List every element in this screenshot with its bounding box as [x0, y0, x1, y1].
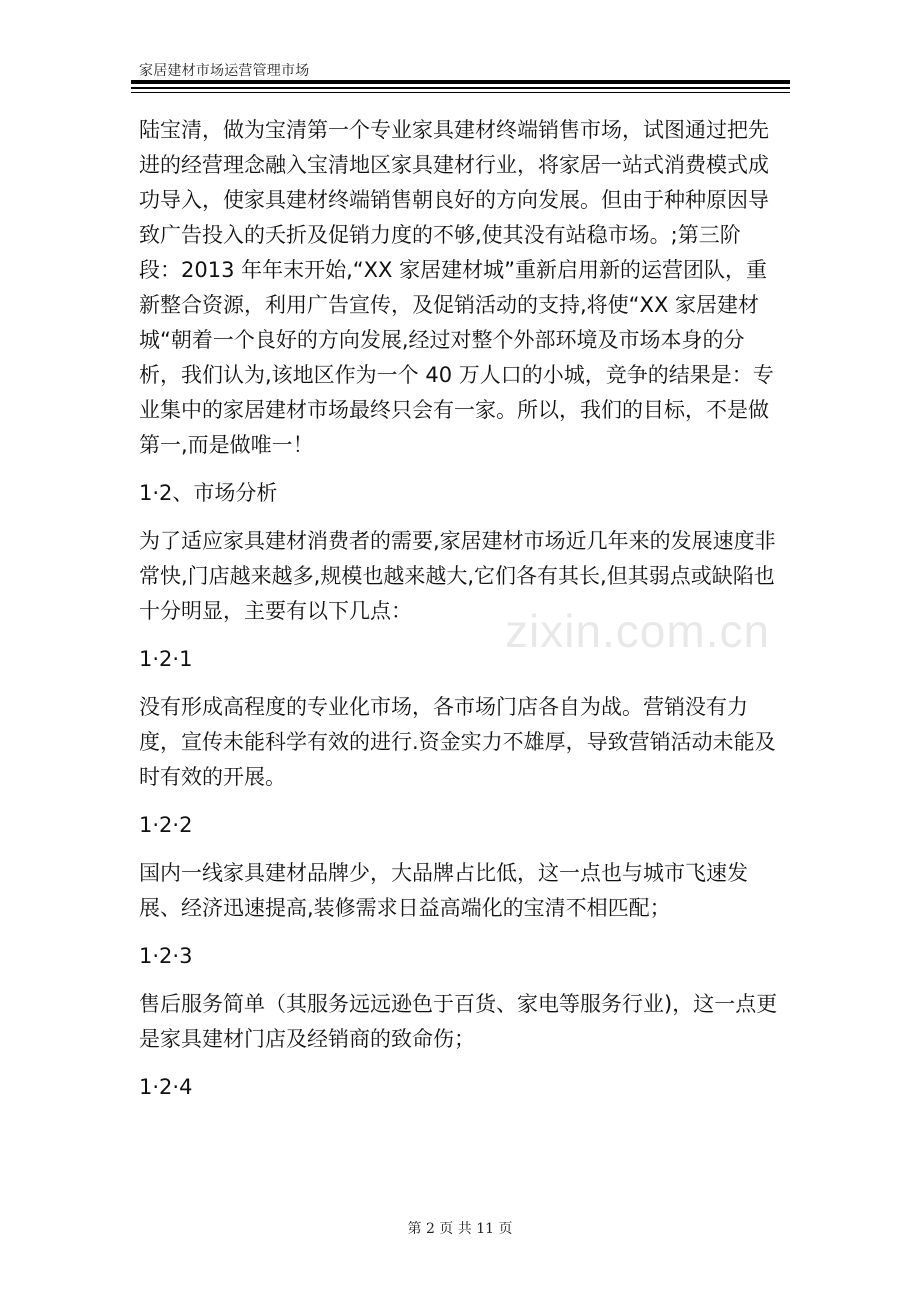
subsection-heading-1-2-4: 1·2·4: [139, 1075, 193, 1099]
section-heading-market-analysis: 1·2、市场分析: [139, 481, 278, 505]
paragraph-1-2-1: 没有形成高程度的专业化市场，各市场门店各自为战。营销没有力度，宣传未能科学有效的进行.资金实力不雄厚，导致营销活动未能及时有效的开展。: [139, 695, 776, 789]
paragraph-market-analysis: 为了适应家具建材消费者的需要,家居建材市场近几年来的发展速度非常快,门店越来越多,规模也越来越大,它们各有其长,但其弱点或缺陷也十分明显，主要有以下几点：: [139, 529, 776, 623]
page-number: 第 2 页 共 11 页: [407, 1221, 513, 1237]
header-rule-hairline: [131, 92, 790, 93]
paragraph-1-2-2: 国内一线家具建材品牌少，大品牌占比低，这一点也与城市飞速发展、经济迅速提高,装修需求日益高端化的宝清不相匹配；: [139, 861, 748, 920]
paragraph-1-2-3: 售后服务简单（其服务远远逊色于百货、家电等服务行业)，这一点更是家具建材门店及经销商的致命伤；: [139, 992, 778, 1051]
running-header: 家居建材市场运营管理市场: [139, 63, 310, 79]
subsection-heading-1-2-1: 1·2·1: [139, 647, 193, 671]
subsection-heading-1-2-3: 1·2·3: [139, 944, 193, 968]
watermark: zixin.com.cn: [505, 605, 771, 657]
paragraph-intro: 陆宝清，做为宝清第一个专业家具建材终端销售市场，试图通过把先进的经营理念融入宝清地区家具建材行业，将家居一站式消费模式成功导入，使家具建材终端销售朝良好的方向发展。但由于种种原因导致广告投入的夭折及促销力度的不够,使其没有站稳市场。;第三阶段：2013 年年末开始,“XX 家居建材城”重新启用新的运营团队，重新整合资源，利用广告宣传，及促销活动的支持,将使“XX 家居建材城“朝着一个良好的方向发展,经过对整个外部环境及市场本身的分析，我们认为,该地区作为一个 40 万人口的小城，竞争的结果是：专业集中的家居建材市场最终只会有一家。所以，我们的目标，不是做第一,而是做唯一！: [139, 118, 774, 457]
subsection-heading-1-2-2: 1·2·2: [139, 813, 193, 837]
header-rule-thick: [131, 80, 790, 84]
header-rule-thin: [131, 87, 790, 89]
